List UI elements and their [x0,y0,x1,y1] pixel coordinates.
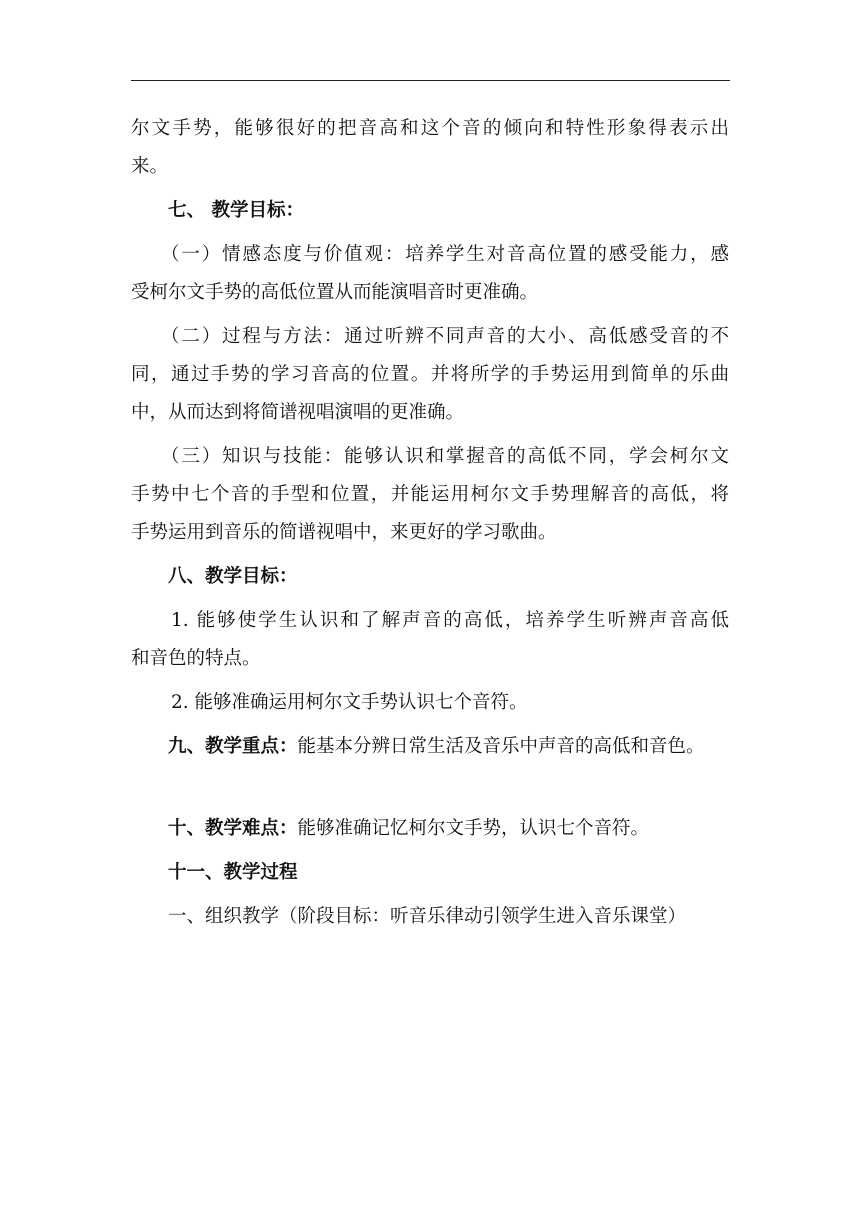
section-7-p2-line-2: 同，通过手势的学习音高的位置。并将所学的手势运用到简单的乐曲 [131,364,729,385]
section-8-item-2: 2. 能够准确运用柯尔文手势认识七个音符。 [171,692,528,713]
document-body [131,110,731,936]
section-7-p3-line-3: 手势运用到音乐的简谱视唱中，来更好的学习歌曲。 [131,522,557,543]
section-8-item-1-line-1: 1. 能够使学生认识和了解声音的高低，培养学生听辨声音高低 [171,610,729,631]
section-9-label: 九、教学重点： [168,736,298,757]
continuation-line-2: 来。 [131,156,169,177]
section-10-text: 能够准确记忆柯尔文手势，认识七个音符。 [297,818,650,839]
section-7-p2-line-3: 中，从而达到将简谱视唱演唱的更准确。 [131,402,465,423]
section-7-heading: 七、 教学目标： [168,200,304,221]
section-7-p1-line-2: 受柯尔文手势的高低位置从而能演唱音时更准确。 [131,282,539,303]
section-7-p3-line-1: （三）知识与技能：能够认识和掌握音的高低不同，学会柯尔文 [161,446,729,467]
section-9-key-point [131,728,731,766]
section-11-step-1: 一、组织教学（阶段目标：听音乐律动引领学生进入音乐课堂） [168,906,687,927]
section-9-text: 能基本分辨日常生活及音乐中声音的高低和音色。 [297,736,705,757]
section-7-p2-line-1: （二）过程与方法：通过听辨不同声音的大小、高低感受音的不 [161,326,729,347]
section-8-heading: 八、教学目标： [168,566,298,587]
continuation-line-1: 尔文手势，能够很好的把音高和这个音的倾向和特性形象得表示出 [131,118,729,139]
section-10-difficulty [131,810,731,848]
section-11-heading: 十一、教学过程 [168,862,298,883]
header-rule [131,80,730,81]
section-7-p3-line-2: 手势中七个音的手型和位置，并能运用柯尔文手势理解音的高低，将 [131,484,729,505]
section-8-item-1-line-2: 和音色的特点。 [131,648,261,669]
section-7-p1-line-1: （一）情感态度与价值观：培养学生对音高位置的感受能力，感 [161,244,729,265]
section-10-label: 十、教学难点： [168,818,298,839]
